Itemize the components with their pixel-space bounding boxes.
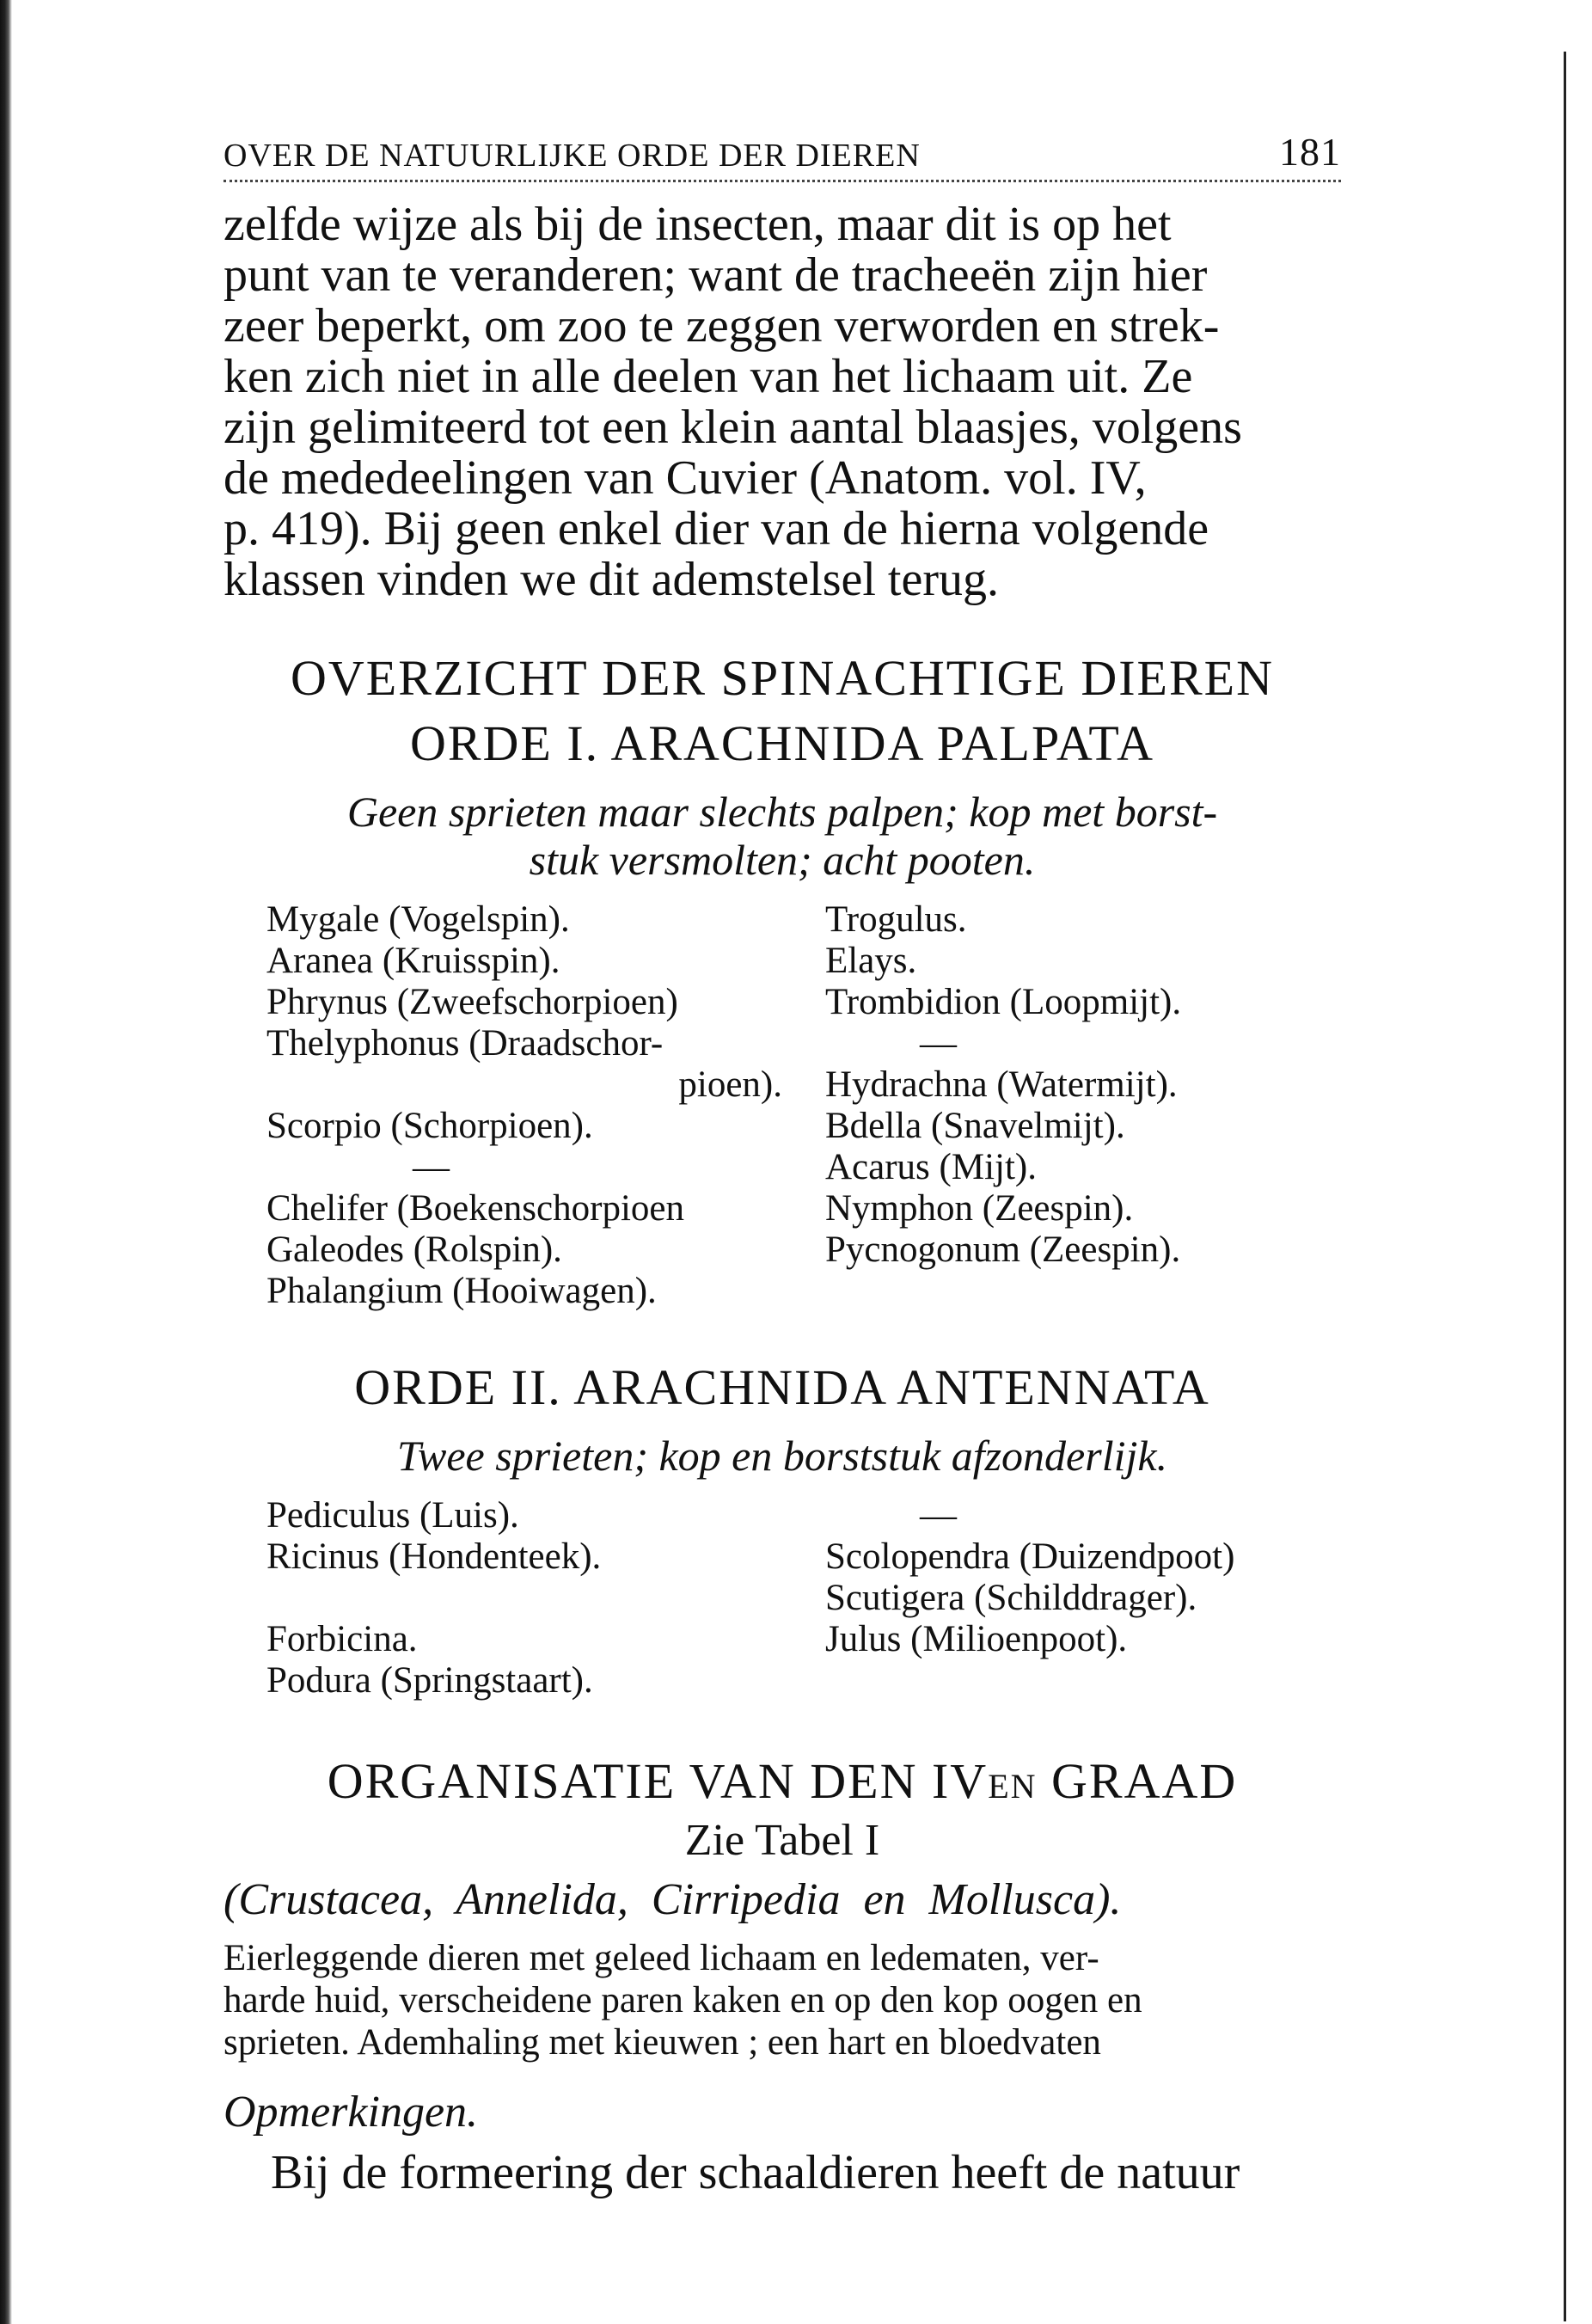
species-item: Hydrachna (Watermijt). [825, 1064, 1178, 1105]
species-item: Trombidion (Loopmijt). [825, 982, 1182, 1022]
text-line: zelfde wijze als bij de insecten, maar dit is op het [223, 198, 1172, 251]
species-item: Thelyphonus (Draadschor- [266, 1023, 664, 1064]
running-title: OVER DE NATUURLIJKE ORDE DER DIEREN [223, 138, 921, 174]
page-number: 181 [1279, 130, 1341, 174]
closing-line: Bij de formeering der schaaldieren heeft de natuur [271, 2146, 1240, 2199]
separator-dash: — [920, 1023, 957, 1064]
text-line: ken zich niet in alle deelen van het lichaam uit. Ze [223, 350, 1193, 403]
species-item: Nymphon (Zeespin). [825, 1188, 1134, 1229]
text-line: p. 419). Bij geen enkel dier van de hierna volgende [223, 502, 1209, 555]
separator-dash: — [413, 1147, 450, 1187]
species-item: Phrynus (Zweefschorpioen) [266, 982, 678, 1022]
separator-dash: — [920, 1495, 957, 1536]
heading-superscript: EN [988, 1767, 1038, 1806]
heading-text: GRAAD [1037, 1753, 1238, 1809]
text-line: klassen vinden we dit ademstelsel terug. [223, 553, 999, 606]
text-line: zeer beperkt, om zoo te zeggen verworden en strek- [223, 299, 1220, 353]
page-edge-right [1564, 52, 1566, 2321]
section-heading [223, 1753, 1341, 1815]
species-list [266, 1495, 1341, 1702]
species-item [266, 1578, 817, 1619]
species-item: Pycnogonum (Zeespin). [825, 1229, 1181, 1270]
taxa-groups: (Crustacea, Annelida, Cirripedia en Mollusca). [223, 1875, 1122, 1924]
order-heading: ORDE I. ARACHNIDA PALPATA [409, 715, 1155, 771]
desc-line: Geen sprieten maar slechts palpen; kop met borst- [346, 788, 1218, 836]
species-item: Ricinus (Hondenteek). [266, 1536, 602, 1577]
species-column-left [266, 1495, 817, 1702]
desc-line: Eierleggende dieren met geleed lichaam en ledematen, ver- [223, 1938, 1099, 1978]
species-item: Galeodes (Rolspin). [266, 1229, 562, 1270]
species-item: Acarus (Mijt). [825, 1147, 1037, 1187]
species-list [266, 899, 1341, 1312]
species-column-right [825, 899, 1358, 1312]
species-item: Bdella (Snavelmijt). [825, 1106, 1125, 1146]
desc-line: harde huid, verscheidene paren kaken en op den kop oogen en [223, 1980, 1142, 2020]
intro-paragraph [223, 199, 1341, 605]
species-item: Pediculus (Luis). [266, 1495, 519, 1536]
text-line: zijn gelimiteerd tot een klein aantal blaasjes, volgens [223, 401, 1242, 454]
table-reference: Zie Tabel I [684, 1816, 880, 1865]
species-column-right [825, 1495, 1358, 1702]
species-item: Podura (Springstaart). [266, 1660, 593, 1701]
species-item: Chelifer (Boekenschorpioen [266, 1188, 684, 1229]
desc-line: sprieten. Ademhaling met kieuwen ; een hart en bloedvaten [223, 2022, 1101, 2063]
species-item: Mygale (Vogelspin). [266, 899, 570, 940]
species-item: Trogulus. [825, 899, 967, 940]
remarks-label: Opmerkingen. [223, 2088, 479, 2137]
order-heading: ORDE II. ARACHNIDA ANTENNATA [354, 1359, 1210, 1415]
order-description [223, 788, 1341, 884]
species-item: Scolopendra (Duizendpoot) [825, 1536, 1235, 1577]
section-heading: OVERZICHT DER SPINACHTIGE DIEREN [291, 650, 1274, 706]
species-item: Phalangium (Hooiwagen). [266, 1271, 657, 1311]
running-head [223, 129, 1341, 182]
species-column-left [266, 899, 817, 1312]
species-item: Aranea (Kruisspin). [266, 941, 560, 981]
order-description: Twee sprieten; kop en borststuk afzonderlijk. [396, 1432, 1168, 1480]
species-item: Elays. [825, 941, 917, 981]
book-page [223, 129, 1341, 2199]
organisation-description [223, 1937, 1341, 2063]
text-line: punt van te veranderen; want de tracheeën zijn hier [223, 248, 1208, 302]
species-item: Scutigera (Schilddrager). [825, 1578, 1197, 1618]
desc-line: stuk versmolten; acht pooten. [529, 836, 1036, 884]
species-item: pioen). [678, 1064, 782, 1105]
species-item: Forbicina. [266, 1619, 418, 1659]
text-line: de mededeelingen van Cuvier (Anatom. vol. IV, [223, 451, 1147, 505]
heading-text: ORGANISATIE VAN DEN IV [327, 1753, 989, 1809]
species-item: Scorpio (Schorpioen). [266, 1106, 593, 1146]
page-edge-left [0, 0, 12, 2324]
species-item: Julus (Milioenpoot). [825, 1619, 1128, 1659]
